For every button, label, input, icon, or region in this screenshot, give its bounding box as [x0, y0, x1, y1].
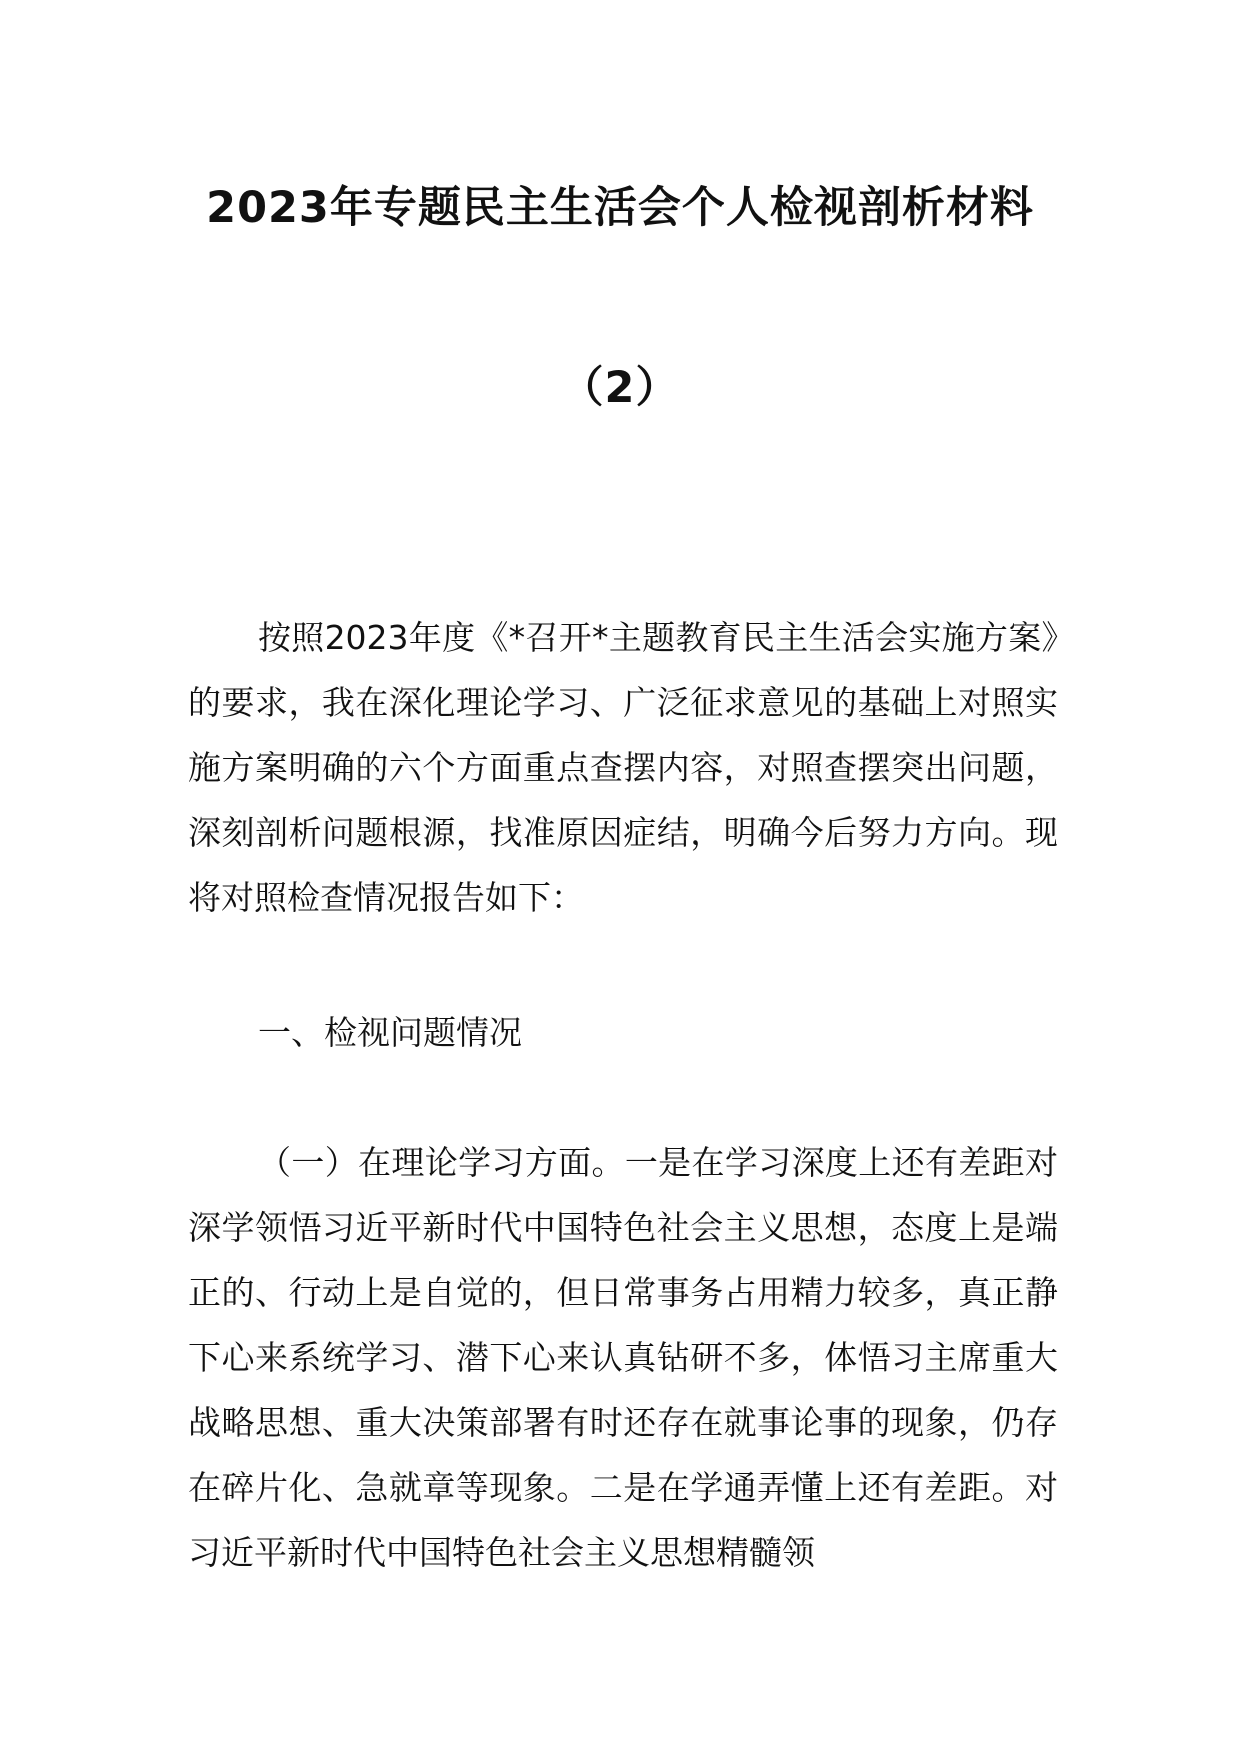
- intro-paragraph: 按照2023年度《*召开*主题教育民主生活会实施方案》的要求，我在深化理论学习、广泛征求意见的基础上对照实施方案明确的六个方面重点查摆内容，对照查摆突出问题，深刻剖析问题根源，找准原因症结，明确今后努力方向。现将对照检查情况报告如下：: [188, 618, 1058, 917]
- subsection-paragraph: （一）在理论学习方面。一是在学习深度上还有差距对深学领悟习近平新时代中国特色社会主义思想，态度上是端正的、行动上是自觉的，但日常事务占用精力较多，真正静下心来系统学习、潜下心来认真钻研不多，体悟习主席重大战略思想、重大决策部署有时还存在就事论事的现象，仍存在碎片化、急就章等现象。二是在学通弄懂上还有差距。对习近平新时代中国特色社会主义思想精髓领: [188, 1143, 1058, 1572]
- document-title-number: （2）: [560, 363, 680, 413]
- section-heading: 一、检视问题情况: [258, 1013, 522, 1052]
- document-title: 2023年专题民主生活会个人检视剖析材料: [206, 183, 1034, 233]
